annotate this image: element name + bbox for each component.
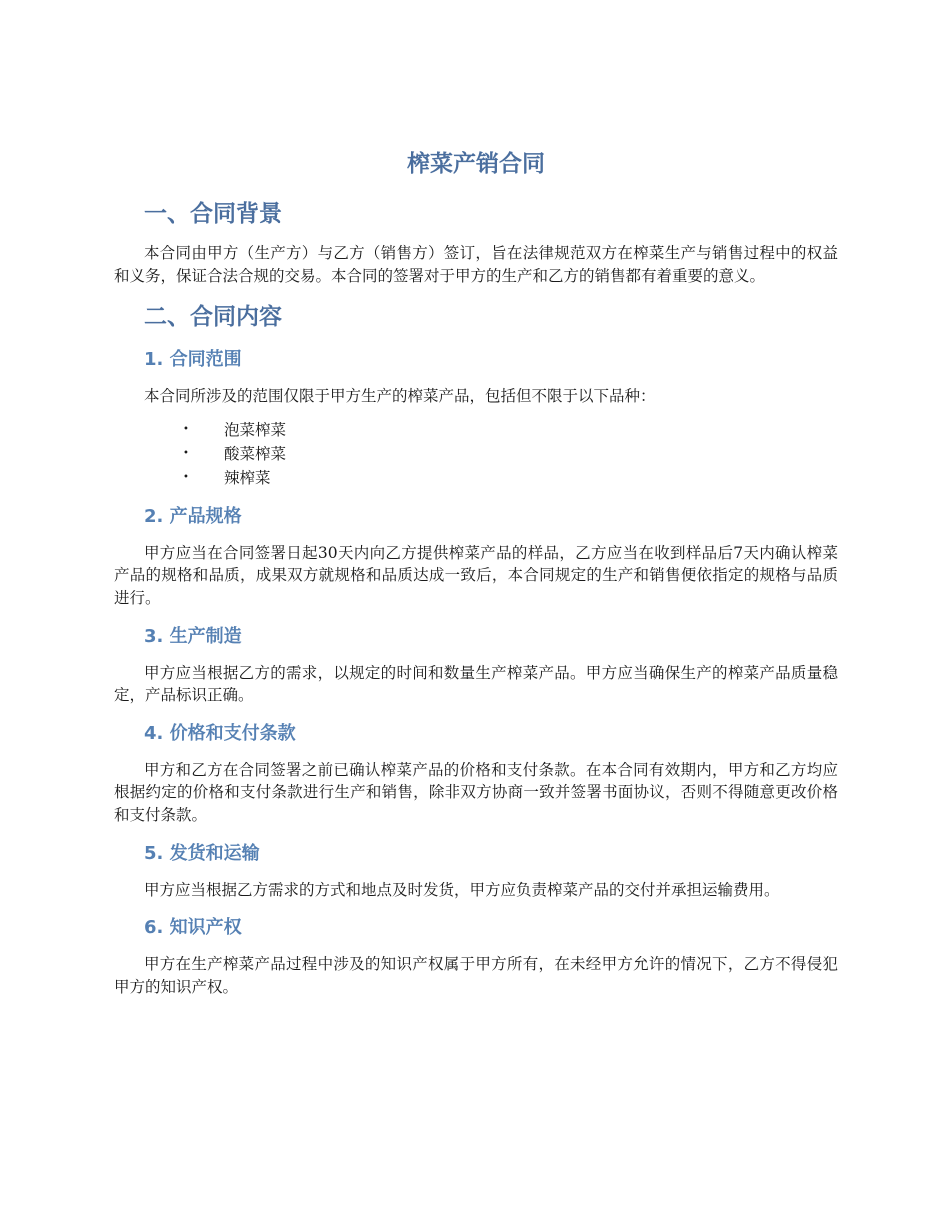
subsection-heading-spec: 2. 产品规格 [144, 505, 242, 527]
bullet-icon: • [183, 471, 189, 483]
production-paragraph: 甲方应当根据乙方的需求，以规定的时间和数量生产榨菜产品。甲方应当确保生产的榨菜产品质量稳定，产品标识正确。 [114, 663, 838, 705]
section-heading-background: 一、合同背景 [144, 201, 282, 227]
subsection-heading-scope: 1. 合同范围 [144, 349, 242, 371]
subsection-heading-production: 3. 生产制造 [144, 625, 242, 647]
subsection-heading-shipping: 5. 发货和运输 [144, 842, 260, 864]
variety-list [114, 418, 838, 490]
scope-paragraph: 本合同所涉及的范围仅限于甲方生产的榨菜产品，包括但不限于以下品种： [144, 387, 656, 406]
bullet-icon: • [183, 447, 189, 459]
document-title: 榨菜产销合同 [407, 151, 545, 177]
spec-paragraph: 甲方应当在合同签署日起30天内向乙方提供榨菜产品的样品，乙方应当在收到样品后7天内确认榨菜产品的规格和品质，成果双方就规格和品质达成一致后，本合同规定的生产和销售便依指定的规格与品质进行。 [114, 543, 838, 607]
list-item: • 泡菜榨菜 [114, 418, 838, 442]
bullet-icon: • [183, 423, 189, 435]
list-item: • 酸菜榨菜 [114, 442, 838, 466]
list-item: • 辣榨菜 [114, 466, 838, 490]
section-heading-content: 二、合同内容 [144, 304, 282, 331]
ip-paragraph: 甲方在生产榨菜产品过程中涉及的知识产权属于甲方所有，在未经甲方允许的情况下，乙方不得侵犯甲方的知识产权。 [114, 955, 838, 996]
subsection-heading-ip: 6. 知识产权 [144, 917, 242, 939]
shipping-paragraph: 甲方应当根据乙方需求的方式和地点及时发货，甲方应负责榨菜产品的交付并承担运输费用。 [144, 880, 780, 899]
document-page [114, 146, 838, 1010]
background-paragraph: 本合同由甲方（生产方）与乙方（销售方）签订，旨在法律规范双方在榨菜生产与销售过程中的权益和义务，保证合法合规的交易。本合同的签署对于甲方的生产和乙方的销售都有着重要的意义。 [114, 244, 838, 285]
price-paragraph: 甲方和乙方在合同签署之前已确认榨菜产品的价格和支付条款。在本合同有效期内，甲方和乙方均应根据约定的价格和支付条款进行生产和销售，除非双方协商一致并签署书面协议，否则不得随意更改价格和支付条款。 [114, 760, 838, 824]
subsection-heading-price: 4. 价格和支付条款 [144, 722, 296, 744]
